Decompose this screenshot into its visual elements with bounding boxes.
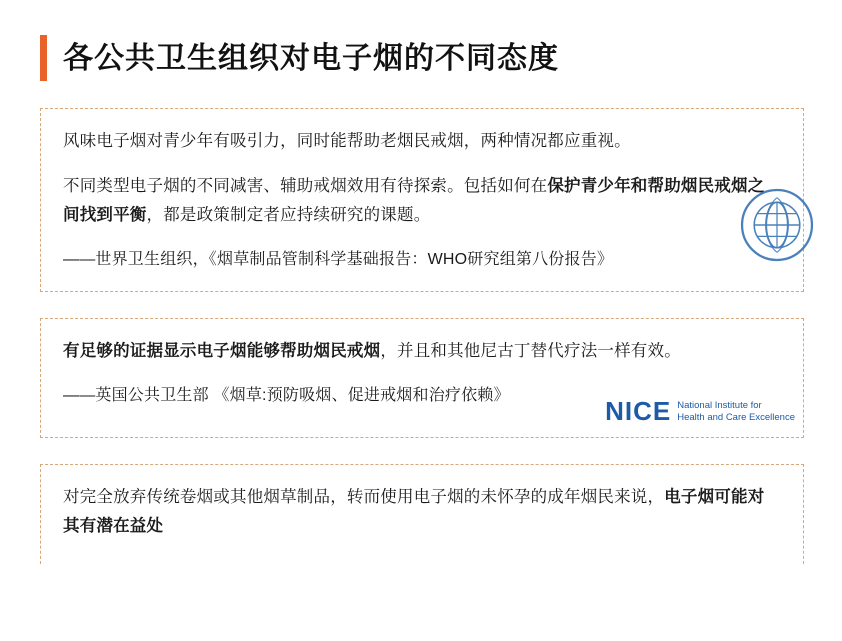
quote-paragraph: [63, 127, 781, 156]
quote-text-segment: 对完全放弃传统卷烟或其他烟草制品，转而使用电子烟的未怀孕的成年烟民来说，: [63, 488, 665, 506]
quote-text-segment-bold: 保护青少年和帮助烟民戒烟之间找到平衡: [63, 176, 765, 224]
nice-logo-icon: [605, 396, 795, 427]
quote-text-segment: ，都是政策制定者应持续研究的课题。: [146, 205, 431, 224]
quote-paragraph: [63, 337, 781, 366]
who-emblem-icon: [739, 187, 815, 263]
nice-wordmark: NICE: [605, 396, 672, 426]
nice-subtitle-line1: National Institute for: [677, 399, 762, 411]
quote-block-phe: [40, 318, 804, 438]
quote-text-segment: 不同类型电子烟的不同减害、辅助戒烟效用有待探索。包括如何在: [63, 176, 548, 195]
page-title-text: 各公共卫生组织对电子烟的不同态度: [63, 41, 559, 75]
quote-paragraph: [63, 172, 781, 230]
quote-source: ——世界卫生组织，《烟草制品管制科学基础报告：WHO研究组第八份报告》: [63, 250, 614, 268]
nice-subtitle: [677, 400, 795, 424]
quote-block-third: [40, 464, 804, 564]
quote-paragraph: [63, 483, 781, 541]
page-title: [40, 30, 814, 86]
quote-text-segment: ，并且和其他尼古丁替代疗法一样有效。: [380, 342, 681, 360]
title-accent-bar: [40, 35, 47, 81]
quote-text-segment: 风味电子烟对青少年有吸引力，同时能帮助老烟民戒烟，两种情况都应重视。: [63, 132, 631, 150]
nice-subtitle-line2: Health and Care Excellence: [677, 411, 795, 423]
quote-source: ——英国公共卫生部 《烟草:预防吸烟、促进戒烟和治疗依赖》: [63, 386, 510, 404]
quote-text-segment-bold: 电子烟可能对其有潜在益处: [63, 488, 765, 535]
document-page: [0, 30, 842, 641]
quote-text-segment-bold: 有足够的证据显示电子烟能够帮助烟民戒烟: [63, 342, 381, 360]
quote-block-who: [40, 108, 804, 292]
